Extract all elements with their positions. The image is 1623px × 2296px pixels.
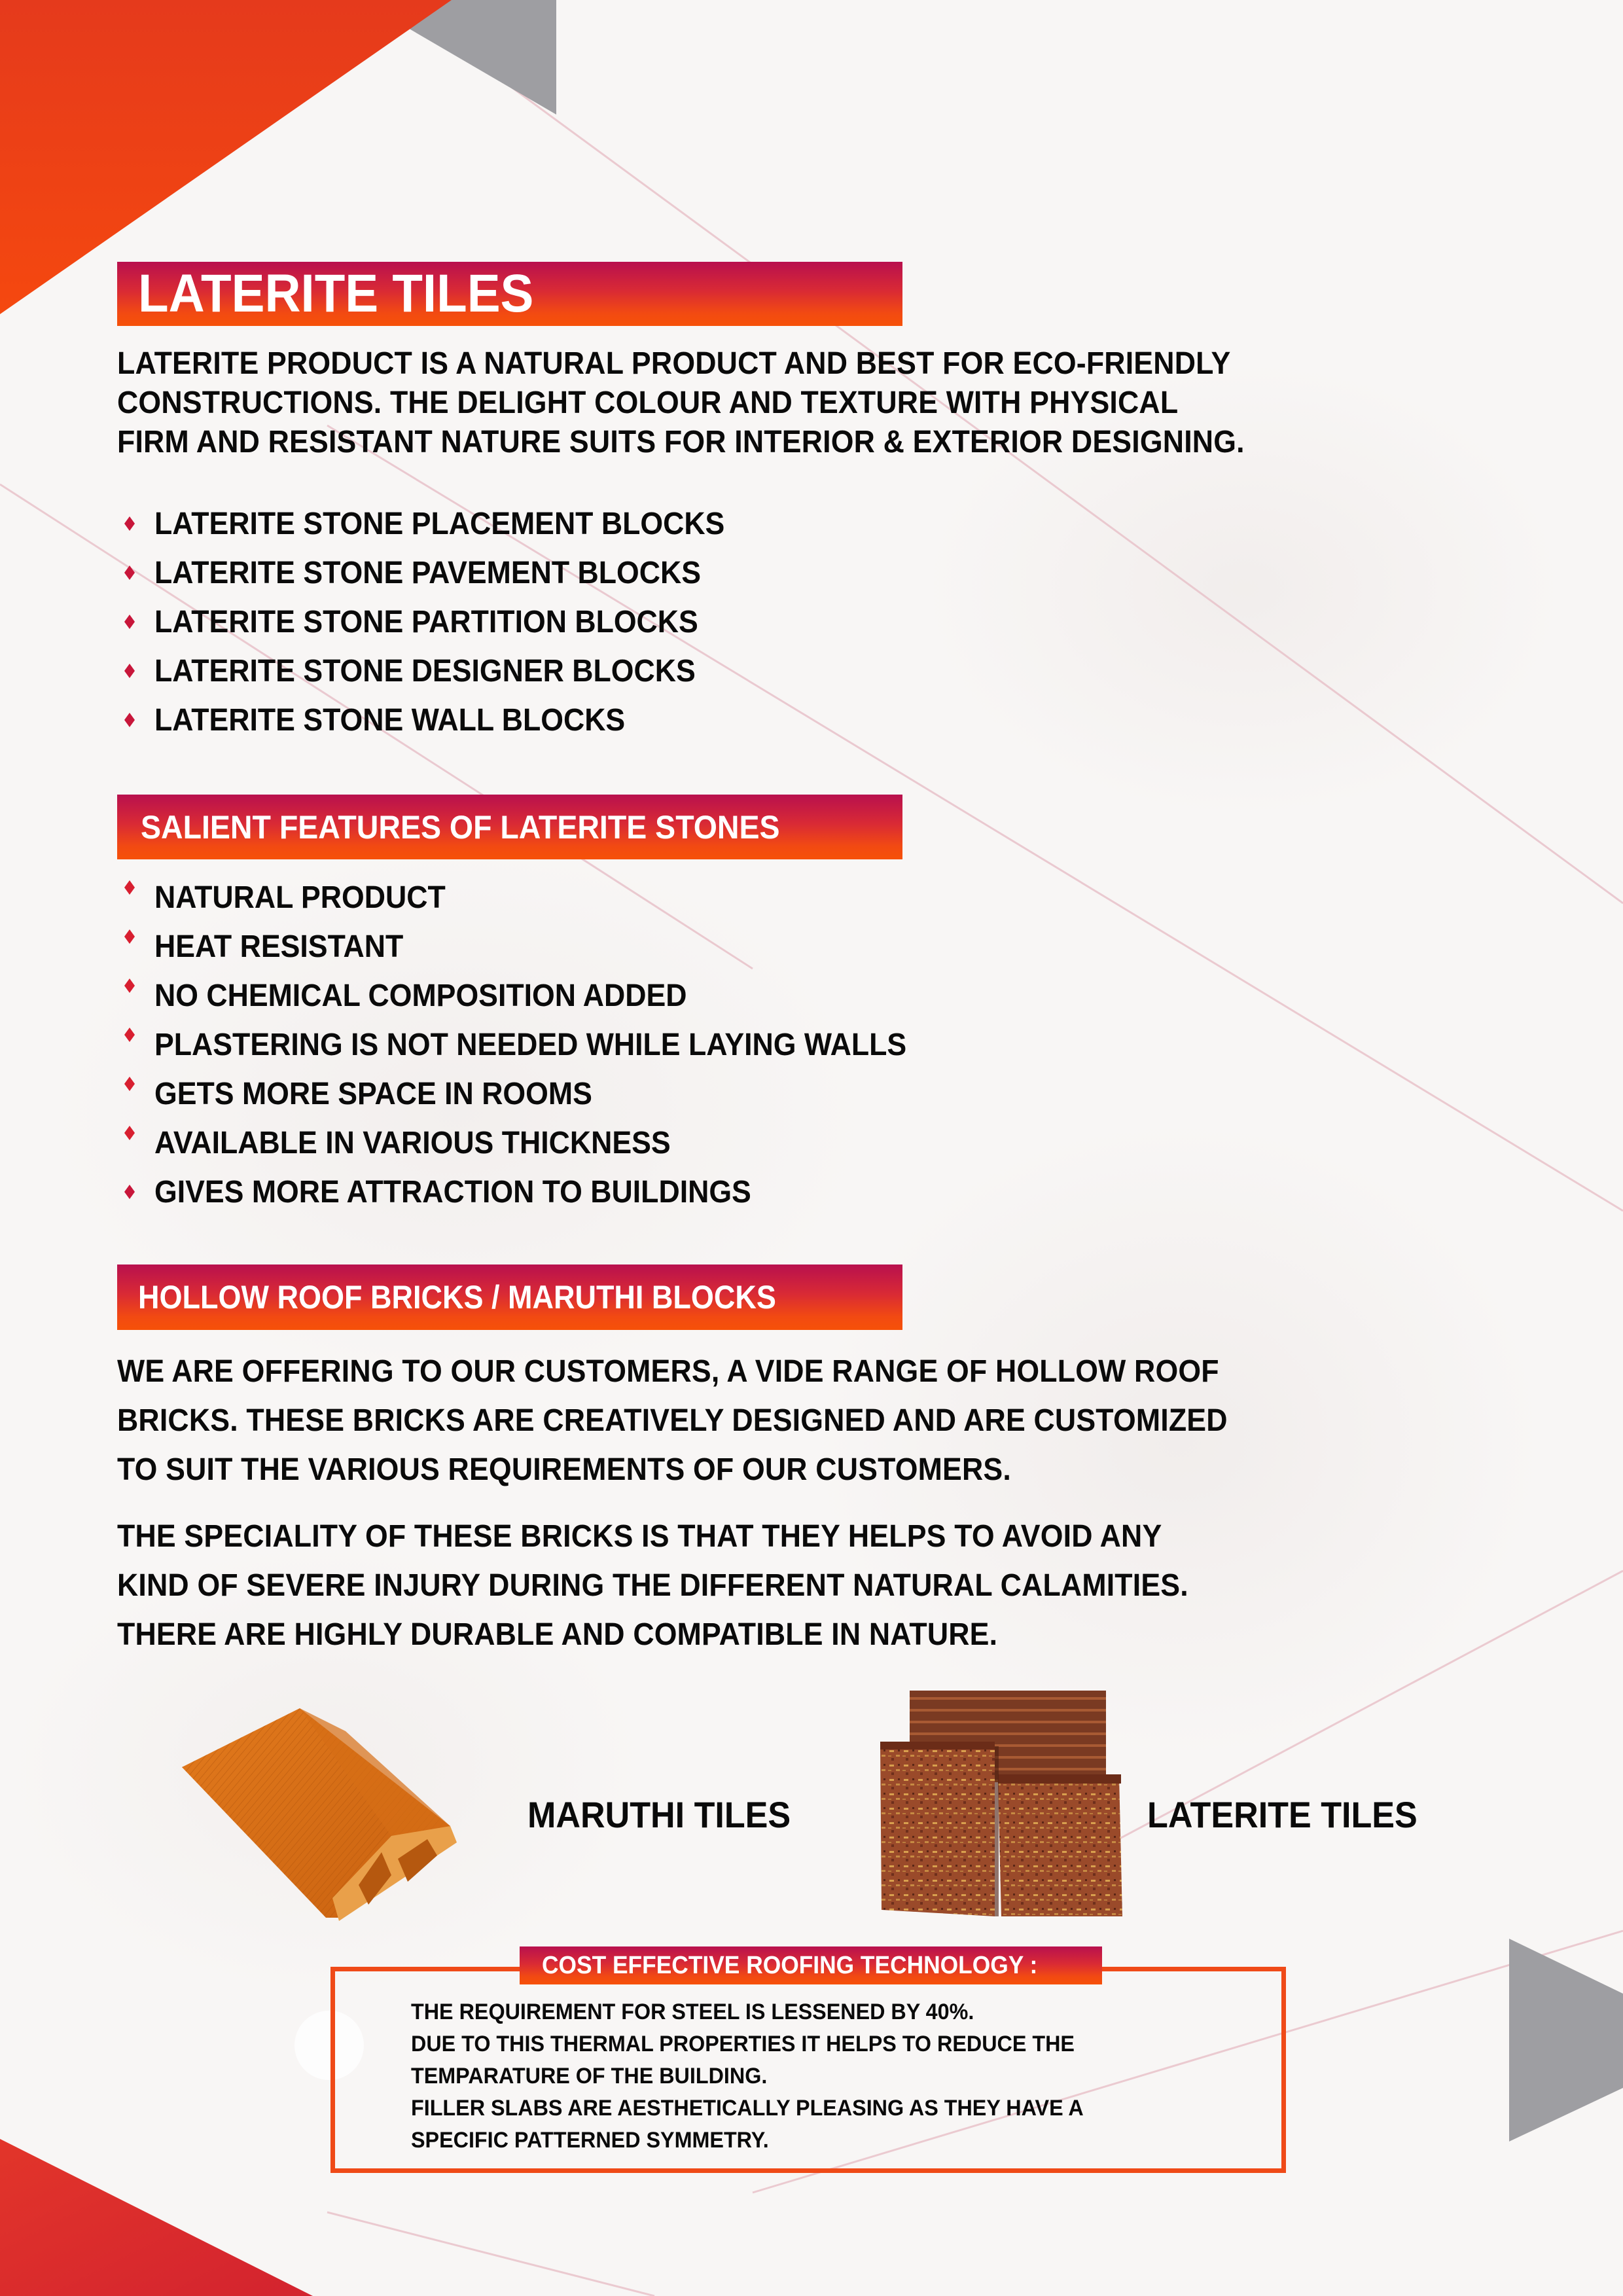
section-title: HOLLOW ROOF BRICKS / MARUTHI BLOCKS <box>138 1279 776 1316</box>
paragraph-line: THE SPECIALITY OF THESE BRICKS IS THAT THEY HELPS TO AVOID ANY <box>117 1519 1162 1554</box>
list-item-label: NATURAL PRODUCT <box>154 880 446 915</box>
laterite-title-bar <box>117 262 902 326</box>
list-item <box>124 504 768 543</box>
cost-box-line: DUE TO THIS THERMAL PROPERTIES IT HELPS TO REDUCE THE <box>411 2032 1075 2056</box>
laterite-tiles-image <box>874 1691 1135 1920</box>
list-item <box>124 553 742 592</box>
salient-title-bar <box>117 795 902 859</box>
paragraph-line: TO SUIT THE VARIOUS REQUIREMENTS OF OUR CUSTOMERS. <box>117 1452 1011 1487</box>
list-item-label: GETS MORE SPACE IN ROOMS <box>154 1076 592 1111</box>
intro-line: LATERITE PRODUCT IS A NATURAL PRODUCT AND BEST FOR ECO-FRIENDLY <box>117 346 1231 381</box>
cost-box-title: COST EFFECTIVE ROOFING TECHNOLOGY : <box>542 1952 1038 1979</box>
list-item <box>124 976 727 1015</box>
list-item-label: LATERITE STONE DESIGNER BLOCKS <box>154 653 696 689</box>
list-item-label: LATERITE STONE PAVEMENT BLOCKS <box>154 555 701 590</box>
diamond-bullet-icon <box>124 713 135 727</box>
list-item-label: HEAT RESISTANT <box>154 929 404 964</box>
paragraph-line: KIND OF SEVERE INJURY DURING THE DIFFERENT NATURAL CALAMITIES. <box>117 1568 1188 1603</box>
list-item-label: LATERITE STONE PLACEMENT BLOCKS <box>154 506 725 541</box>
cost-box-line: TEMPARATURE OF THE BUILDING. <box>411 2064 768 2089</box>
list-item <box>124 878 467 917</box>
diamond-bullet-icon <box>124 880 135 895</box>
list-item <box>124 602 739 641</box>
list-item <box>124 1025 963 1064</box>
cost-box-title-bar <box>520 1946 1102 1984</box>
diamond-bullet-icon <box>124 664 135 678</box>
list-item-label: AVAILABLE IN VARIOUS THICKNESS <box>154 1125 671 1160</box>
list-item-label: LATERITE STONE WALL BLOCKS <box>154 702 626 738</box>
list-item <box>124 1123 709 1162</box>
paragraph-line: WE ARE OFFERING TO OUR CUSTOMERS, A VIDE RANGE OF HOLLOW ROOF <box>117 1354 1219 1389</box>
page-title: LATERITE TILES <box>138 264 534 323</box>
diamond-bullet-icon <box>124 929 135 944</box>
red-corner-triangle <box>0 2139 313 2296</box>
list-item <box>124 700 660 740</box>
diamond-bullet-icon <box>124 1126 135 1140</box>
diamond-bullet-icon <box>124 615 135 629</box>
list-item-label: NO CHEMICAL COMPOSITION ADDED <box>154 978 687 1013</box>
paragraph-line: BRICKS. THESE BRICKS ARE CREATIVELY DESIGNED AND ARE CUSTOMIZED <box>117 1403 1228 1438</box>
intro-line: CONSTRUCTIONS. THE DELIGHT COLOUR AND TEXTURE WITH PHYSICAL <box>117 386 1179 420</box>
paragraph-line: THERE ARE HIGHLY DURABLE AND COMPATIBLE IN NATURE. <box>117 1617 998 1652</box>
list-item-label: PLASTERING IS NOT NEEDED WHILE LAYING WALLS <box>154 1027 907 1062</box>
maruthi-tiles-label: MARUTHI TILES <box>527 1794 791 1835</box>
intro-line: FIRM AND RESISTANT NATURE SUITS FOR INTERIOR & EXTERIOR DESIGNING. <box>117 425 1245 459</box>
cost-box-line: SPECIFIC PATTERNED SYMMETRY. <box>411 2128 769 2153</box>
list-item-label: GIVES MORE ATTRACTION TO BUILDINGS <box>154 1174 751 1210</box>
diamond-bullet-icon <box>124 1028 135 1042</box>
cost-box-line: THE REQUIREMENT FOR STEEL IS LESSENED BY 40%. <box>411 2000 974 2024</box>
grey-side-triangle <box>1509 1939 1623 2142</box>
maruthi-tile-image <box>175 1702 529 1924</box>
diamond-bullet-icon <box>124 565 135 580</box>
list-item <box>124 1172 796 1211</box>
laterite-tiles-label: LATERITE TILES <box>1147 1794 1418 1835</box>
cost-box-line: FILLER SLABS ARE AESTHETICALLY PLEASING AS THEY HAVE A <box>411 2096 1084 2121</box>
diamond-bullet-icon <box>124 1077 135 1091</box>
list-item <box>124 927 422 966</box>
hollow-title-bar <box>117 1265 902 1330</box>
diamond-bullet-icon <box>124 978 135 993</box>
list-item <box>124 651 736 691</box>
diamond-bullet-icon <box>124 516 135 531</box>
diamond-bullet-icon <box>124 1185 135 1199</box>
list-item <box>124 1074 625 1113</box>
section-title: SALIENT FEATURES OF LATERITE STONES <box>141 809 780 846</box>
list-item-label: LATERITE STONE PARTITION BLOCKS <box>154 604 698 639</box>
